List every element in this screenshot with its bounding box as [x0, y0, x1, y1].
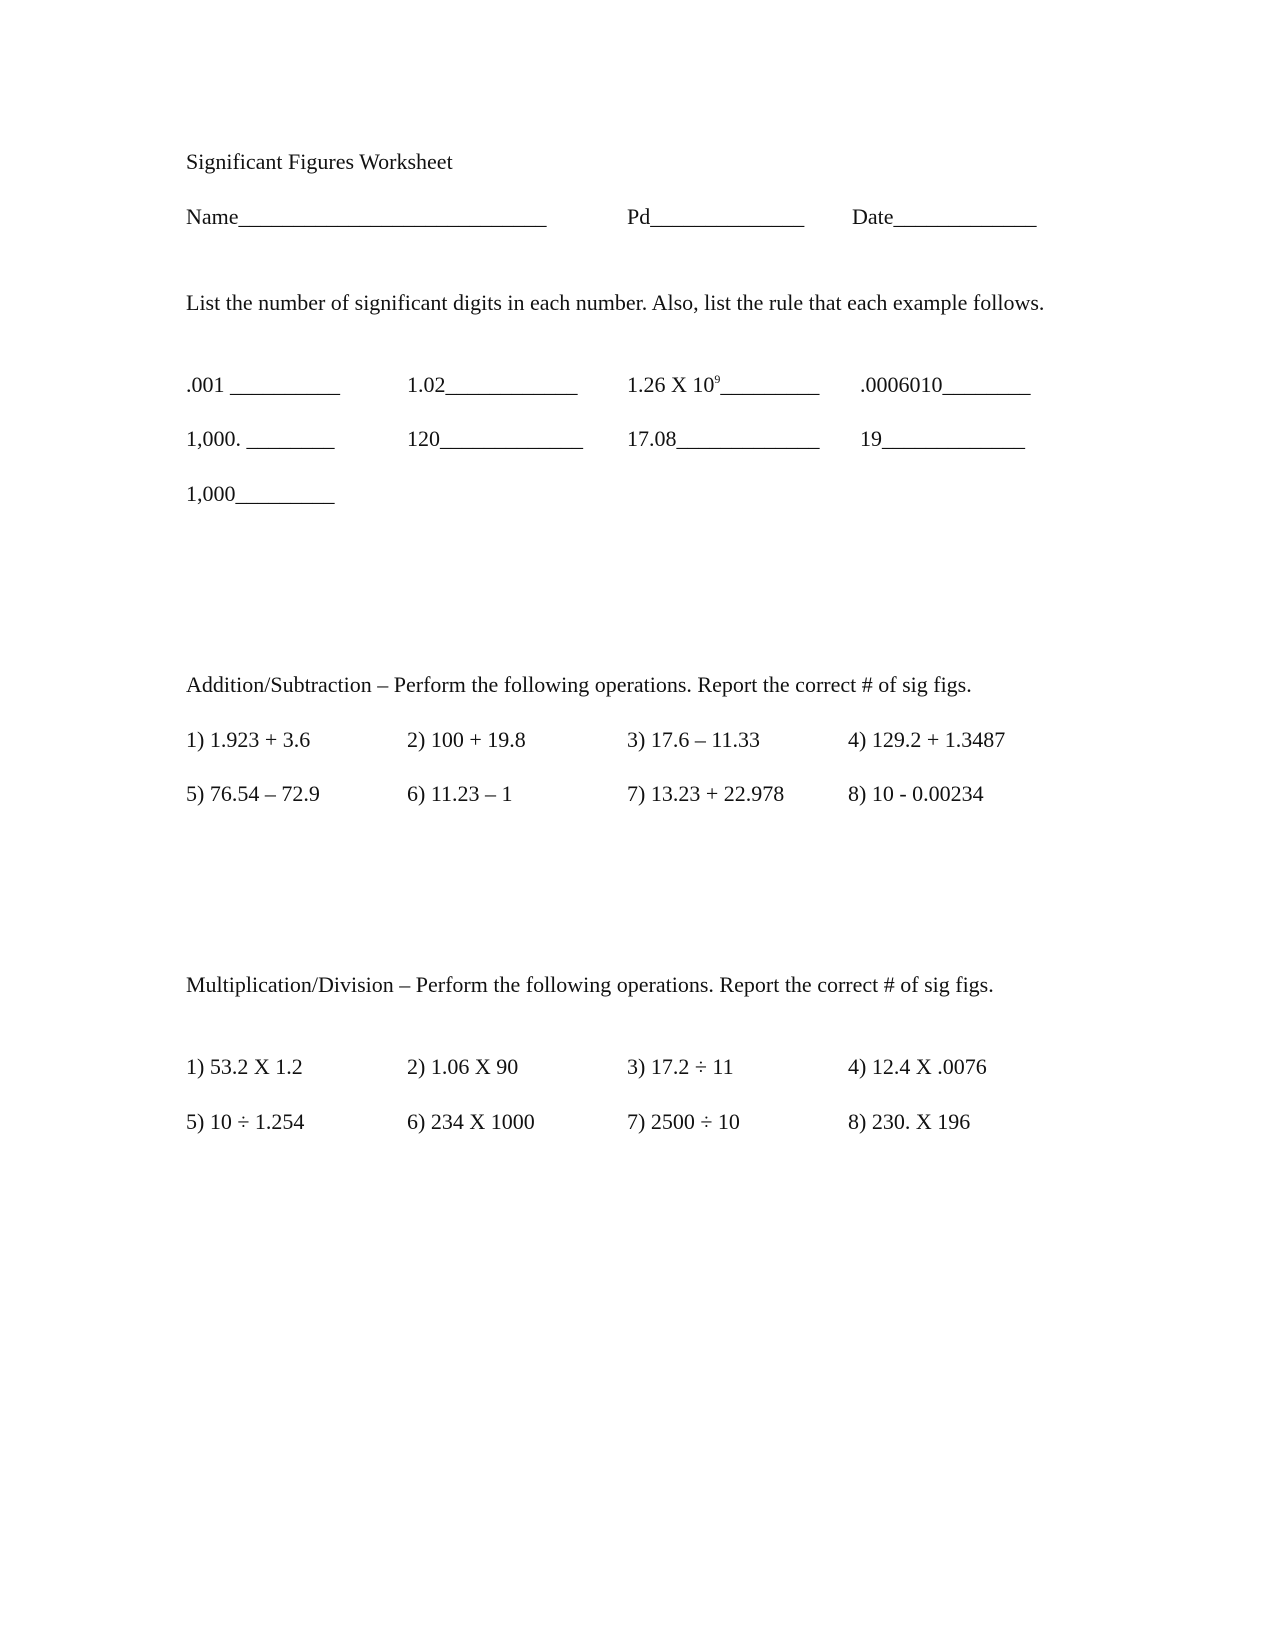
sigdigit-item[interactable]: .001 __________ [186, 372, 340, 397]
sigdigit-item[interactable]: 1,000_________ [186, 481, 335, 506]
sigdigit-item[interactable]: 19_____________ [860, 426, 1025, 451]
multdiv-problem: 7) 2500 ÷ 10 [627, 1109, 740, 1134]
addsub-problem: 3) 17.6 – 11.33 [627, 727, 761, 752]
scientific-base: 1.26 X 10 [627, 372, 715, 397]
sigdigit-item[interactable]: 1.02____________ [407, 372, 578, 397]
addsub-problem: 2) 100 + 19.8 [407, 727, 526, 752]
multdiv-problem: 4) 12.4 X .0076 [848, 1054, 987, 1079]
sigdigit-item[interactable]: 120_____________ [407, 426, 583, 451]
addsub-problem: 6) 11.23 – 1 [407, 781, 513, 806]
sigdigit-item[interactable]: 1,000. ________ [186, 426, 335, 451]
date-field[interactable]: Date_____________ [852, 204, 1037, 229]
multdiv-problem: 2) 1.06 X 90 [407, 1054, 519, 1079]
multdiv-problem: 3) 17.2 ÷ 11 [627, 1054, 734, 1079]
addsub-problem: 4) 129.2 + 1.3487 [848, 727, 1006, 752]
section1-instructions: List the number of significant digits in each number. Also, list the rule that each example follows. [186, 290, 1045, 315]
addsub-problem: 8) 10 - 0.00234 [848, 781, 984, 806]
answer-blank: _________ [720, 372, 820, 397]
addsub-problem: 1) 1.923 + 3.6 [186, 727, 311, 752]
sigdigit-item-scientific[interactable] [627, 371, 819, 399]
period-field[interactable]: Pd______________ [627, 204, 805, 229]
multdiv-problem: 8) 230. X 196 [848, 1109, 971, 1134]
addsub-problem: 7) 13.23 + 22.978 [627, 781, 785, 806]
multdiv-problem: 1) 53.2 X 1.2 [186, 1054, 303, 1079]
addsub-problem: 5) 76.54 – 72.9 [186, 781, 320, 806]
name-field[interactable]: Name____________________________ [186, 204, 547, 229]
section2-instructions: Addition/Subtraction – Perform the following operations. Report the correct # of sig figs. [186, 672, 972, 697]
worksheet-title: Significant Figures Worksheet [186, 149, 453, 174]
sigdigit-item[interactable]: 17.08_____________ [627, 426, 820, 451]
multdiv-problem: 5) 10 ÷ 1.254 [186, 1109, 305, 1134]
multdiv-problem: 6) 234 X 1000 [407, 1109, 535, 1134]
section3-instructions: Multiplication/Division – Perform the following operations. Report the correct # of sig figs. [186, 972, 994, 997]
sigdigit-item[interactable]: .0006010________ [860, 372, 1031, 397]
scientific-exponent: 9 [714, 372, 721, 386]
